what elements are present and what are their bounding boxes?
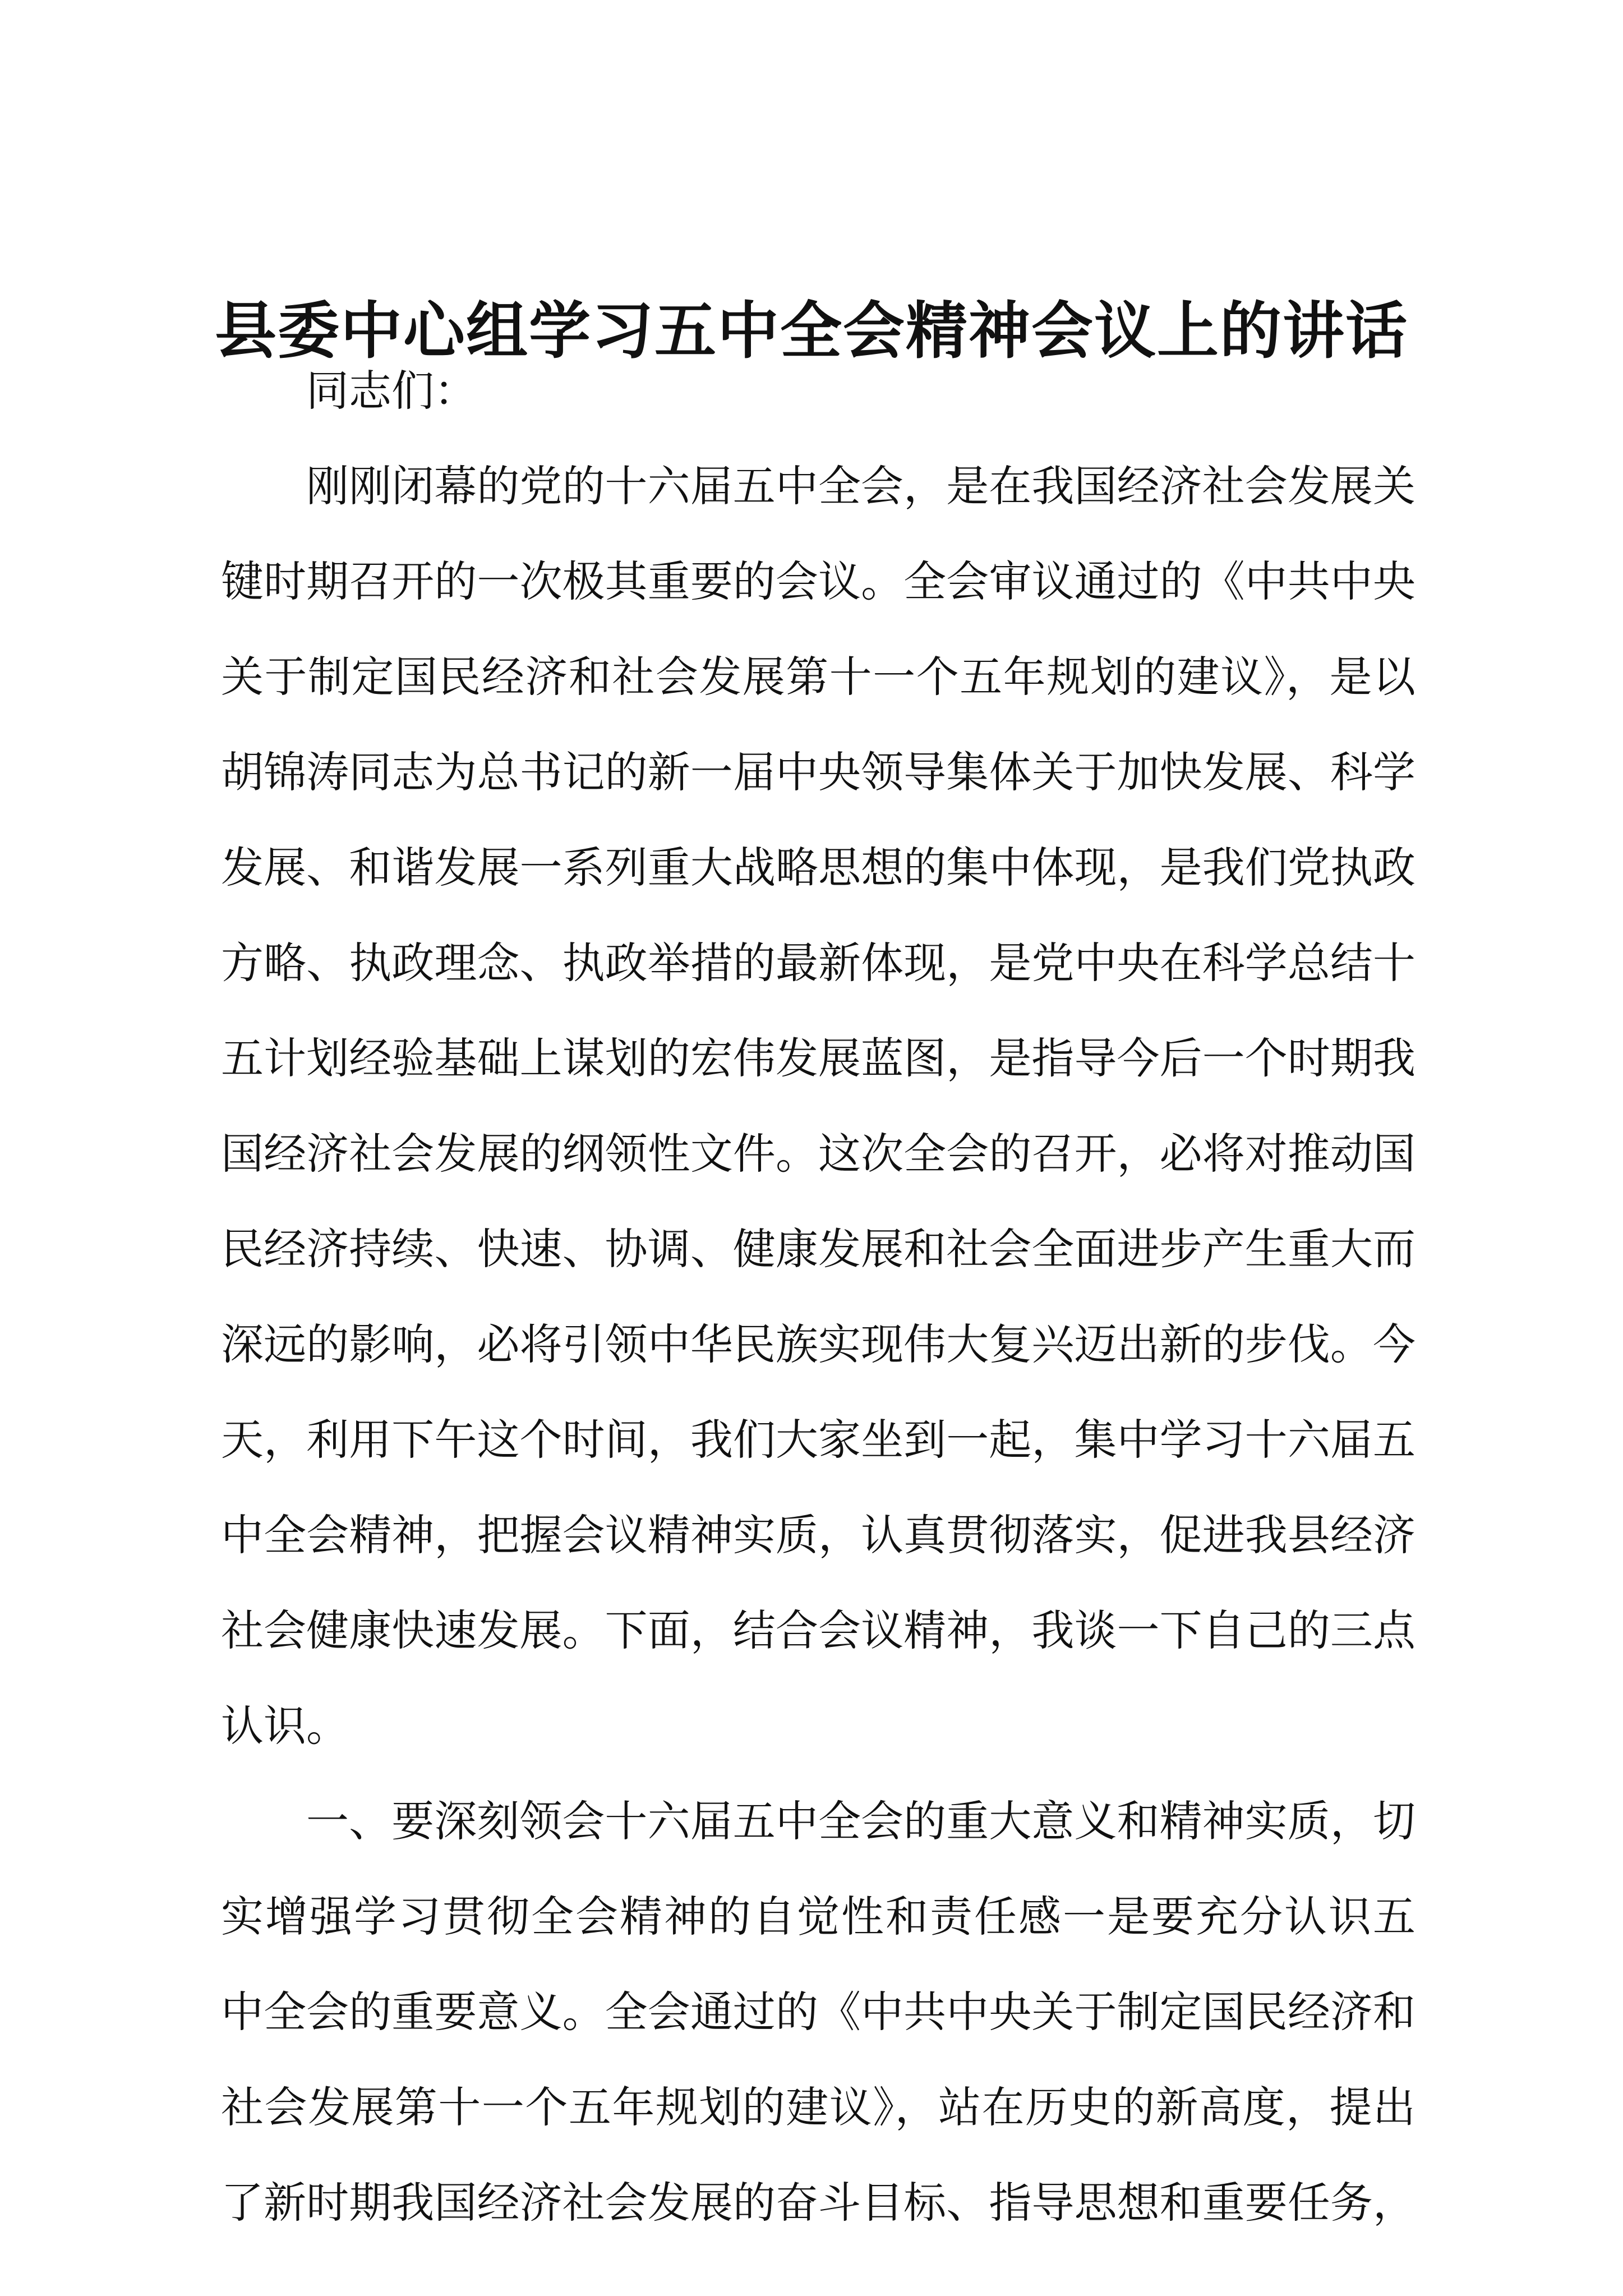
body-line: 方略、执政理念、执政举措的最新体现，是党中央在科学总结十 [221, 938, 1415, 988]
section-heading-line: 一、要深刻领会十六届五中全会的重大意义和精神实质，切 [306, 1796, 1415, 1846]
body-line: 胡锦涛同志为总书记的新一届中央领导集体关于加快发展、科学 [221, 747, 1415, 797]
body-line: 天，利用下午这个时间，我们大家坐到一起，集中学习十六届五 [221, 1415, 1415, 1465]
body-line: 实增强学习贯彻全会精神的自觉性和责任感一是要充分认识五 [221, 1892, 1415, 1941]
body-line: 中全会的重要意义。全会通过的《中共中央关于制定国民经济和 [221, 1987, 1415, 2037]
body-line: 刚刚闭幕的党的十六届五中全会，是在我国经济社会发展关 [306, 461, 1415, 511]
body-line: 社会健康快速发展。下面，结合会议精神，我谈一下自己的三点 [221, 1605, 1415, 1655]
document-title: 县委中心组学习五中全会精神会议上的讲话 [215, 295, 1408, 367]
salutation-line: 同志们： [306, 366, 477, 416]
body-line: 中全会精神，把握会议精神实质，认真贯彻落实，促进我县经济 [221, 1510, 1415, 1560]
body-line: 民经济持续、快速、协调、健康发展和社会全面进步产生重大而 [221, 1224, 1415, 1274]
body-line: 了新时期我国经济社会发展的奋斗目标、指导思想和重要任务， [221, 2178, 1415, 2228]
body-line: 键时期召开的一次极其重要的会议。全会审议通过的《中共中央 [221, 556, 1415, 606]
body-line: 认识。 [221, 1701, 349, 1751]
body-line: 关于制定国民经济和社会发展第十一个五年规划的建议》，是以 [221, 652, 1415, 702]
body-line: 社会发展第十一个五年规划的建议》，站在历史的新高度，提出 [221, 2082, 1415, 2132]
body-line: 国经济社会发展的纲领性文件。这次全会的召开，必将对推动国 [221, 1129, 1415, 1179]
body-line: 发展、和谐发展一系列重大战略思想的集中体现，是我们党执政 [221, 843, 1415, 892]
body-line: 深远的影响，必将引领中华民族实现伟大复兴迈出新的步伐。今 [221, 1319, 1415, 1369]
body-line: 五计划经验基础上谋划的宏伟发展蓝图，是指导今后一个时期我 [221, 1033, 1415, 1083]
